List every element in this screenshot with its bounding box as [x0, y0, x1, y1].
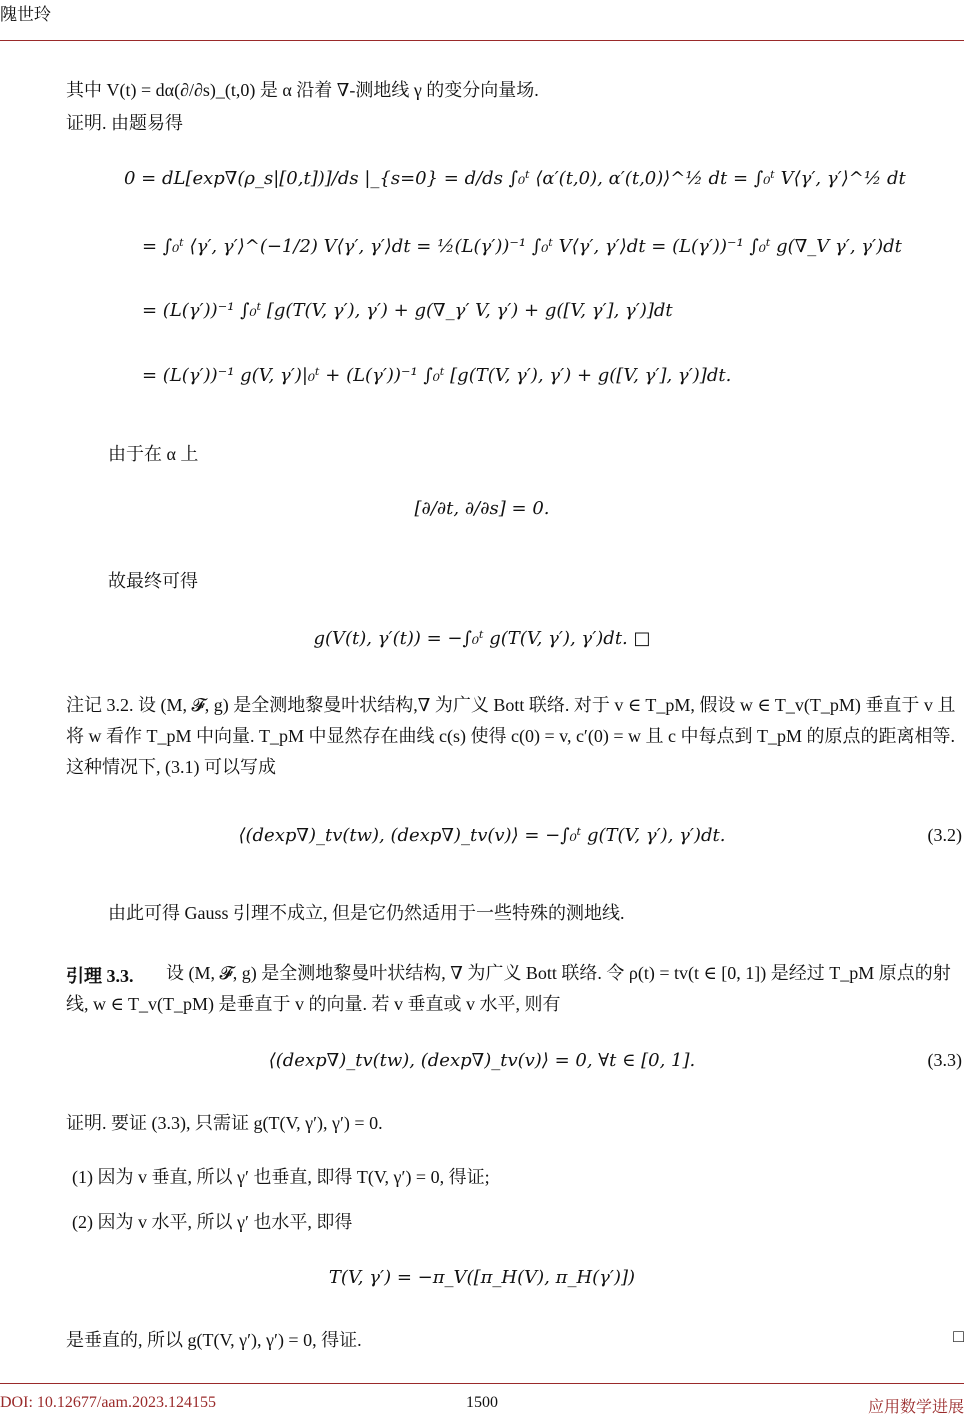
remark-paragraph: 注记 3.2. 设 (M, 𝓕, g) 是全测地黎曼叶状结构,∇ 为广义 Bott 联络. 对于 v ∈ T_pM, 假设 w ∈ T_v(T_pM) 垂直于 v 且将 w 看作 T_pM 中向量. T_pM 中显然存在曲线 c(s) 使得 c(0) = v, c′(0) = w 且 c 中每点到 T_pM 的原点的距离相等. 这种情况下, (3.1) 可以写成	[66, 695, 956, 777]
text-line: 其中 V(t) = dα(∂/∂s)_(t,0) 是 α 沿着 ∇-测地线 γ 的变分向量场.	[66, 80, 539, 100]
text-line: 是垂直的, 所以 g(T(V, γ′), γ′) = 0, 得证.	[66, 1330, 362, 1350]
equation-line-3: = (L(γ′))⁻¹ ∫₀ᵗ [g(T(V, γ′), γ′) + g(∇_γ′ V, γ′) + g([V, γ′], γ′)]dt	[142, 300, 673, 321]
equation-torsion: T(V, γ′) = −π_V([π_H(V), π_H(γ′)])	[328, 1267, 636, 1288]
equation-result: g(V(t), γ′(t)) = −∫₀ᵗ g(T(V, γ′), γ′)dt. □	[313, 628, 651, 649]
proof-start: 证明. 要证 (3.3), 只需证 g(T(V, γ′), γ′) = 0.	[66, 1113, 383, 1133]
footer-rule	[0, 1383, 964, 1384]
header-rule	[0, 40, 964, 41]
qed-symbol: □	[953, 1326, 964, 1346]
equation-line-2: = ∫₀ᵗ ⟨γ′, γ′⟩^(−1/2) V⟨γ′, γ′⟩dt = ½(L(γ′))⁻¹ ∫₀ᵗ V⟨γ′, γ′⟩dt = (L(γ′))⁻¹ ∫₀ᵗ g(∇_V γ′, γ′)dt	[142, 236, 902, 257]
list-item: (2) 因为 v 水平, 所以 γ′ 也水平, 即得	[72, 1212, 353, 1232]
journal-name: 应用数学进展	[867, 1399, 964, 1416]
lemma-label: 引理 3.3.	[66, 966, 134, 986]
equation-bracket: [∂/∂t, ∂/∂s] = 0.	[414, 498, 550, 519]
doi-link[interactable]: DOI: 10.12677/aam.2023.124155	[0, 1394, 216, 1411]
proof-start: 证明. 由题易得	[66, 113, 183, 133]
list-item: (1) 因为 v 垂直, 所以 γ′ 也垂直, 即得 T(V, γ′) = 0, 得证;	[72, 1167, 490, 1187]
page-number: 1500	[466, 1394, 498, 1411]
equation-3-2: ⟨(dexp∇)_tv(tw), (dexp∇)_tv(v)⟩ = −∫₀ᵗ g(T(V, γ′), γ′)dt.	[238, 825, 726, 846]
text-line: 故最终可得	[108, 571, 198, 591]
text-line: 由此可得 Gauss 引理不成立, 但是它仍然适用于一些特殊的测地线.	[108, 903, 625, 923]
equation-number: (3.2)	[927, 825, 962, 845]
equation-number: (3.3)	[927, 1050, 962, 1070]
lemma-text: 设 (M, 𝓕, g) 是全测地黎曼叶状结构, ∇ 为广义 Bott 联络. 令 ρ(t) = tv(t ∈ [0, 1]) 是经过 T_pM 原点的射线, w ∈ T_v(T_pM) 是垂直于 v 的向量. 若 v 垂直或 v 水平, 则有	[66, 963, 951, 1014]
equation-3-3: ⟨(dexp∇)_tv(tw), (dexp∇)_tv(v)⟩ = 0, ∀t ∈ [0, 1].	[268, 1050, 696, 1071]
text-line: 由于在 α 上	[108, 444, 199, 464]
equation-line-4: = (L(γ′))⁻¹ g(V, γ′)|₀ᵗ + (L(γ′))⁻¹ ∫₀ᵗ [g(T(V, γ′), γ′) + g([V, γ′], γ′)]dt.	[142, 365, 732, 386]
equation-line-1: 0 = dL[exp∇(ρ_s|[0,t])]/ds |_{s=0} = d/ds ∫₀ᵗ ⟨α′(t,0), α′(t,0)⟩^½ dt = ∫₀ᵗ V⟨γ′, γ′⟩^½ dt	[124, 168, 906, 189]
author-name: 隗世玲	[0, 5, 51, 24]
